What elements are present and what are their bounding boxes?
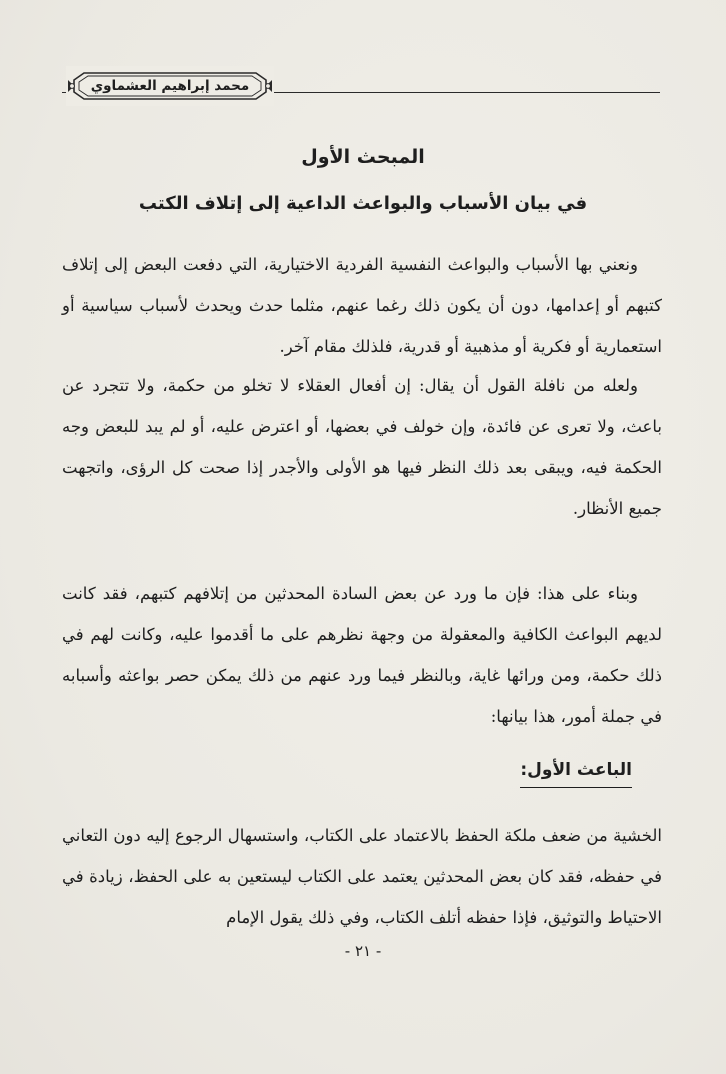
- page-number: - ٢١ -: [344, 942, 382, 960]
- subheading-text: الباعث الأول:: [520, 755, 632, 788]
- header-author-badge: [66, 66, 274, 106]
- paragraph-3: وبناء على هذا: فإن ما ورد عن بعض السادة المحدثين من إتلافهم كتبهم، فقد كانت لديهم البواعث الكافية والمعقولة من وجهة نظرهم على ما أقدموا عليه، وكانت لهم في ذلك حكمة، ومن ورائها غاية، وبالنظر فيما ورد عنهم من ذلك يمكن حصر بواعثه وأسبابه في جملة أمور، هذا بيانها:: [62, 584, 662, 726]
- section-subtitle: في بيان الأسباب والبواعث الداعية إلى إتلاف الكتب: [138, 193, 588, 214]
- author-name: محمد إبراهيم العشماوي: [90, 78, 250, 94]
- paragraph-4: الخشية من ضعف ملكة الحفظ بالاعتماد على الكتاب، واستسهال الرجوع إليه دون التعاني في حفظه، فقد كان بعض المحدثين يعتمد على الكتاب ليستعين به على الحفظ، زيادة في الاحتياط والتوثيق، فإذا حفظه أتلف الكتاب، وفي ذلك يقول الإمام: [62, 826, 662, 927]
- paragraph-2: ولعله من نافلة القول أن يقال: إن أفعال العقلاء لا تخلو من حكمة، ولا تتجرد عن باعث، ولا تعرى عن فائدة، وإن خولف في بعضها، أو اعترض عليه، أو لم يبد للبعض وجه الحكمة فيه، ويبقى بعد ذلك النظر فيها هو الأولى والأجدر إذا صحت كل الرؤى، واتجهت جميع الأنظار.: [62, 376, 662, 518]
- subheading-first-motive: [520, 755, 632, 788]
- section-title: المبحث الأول: [301, 146, 425, 168]
- paragraph-1: ونعني بها الأسباب والبواعث النفسية الفردية الاختيارية، التي دفعت البعض إلى إتلاف كتبهم أو إعدامها، دون أن يكون ذلك رغما عنهم، مثلما حدث ويحدث لأسباب سياسية أو استعمارية أو فكرية أو مذهبية أو قدرية، فلذلك مقام آخر.: [62, 255, 662, 356]
